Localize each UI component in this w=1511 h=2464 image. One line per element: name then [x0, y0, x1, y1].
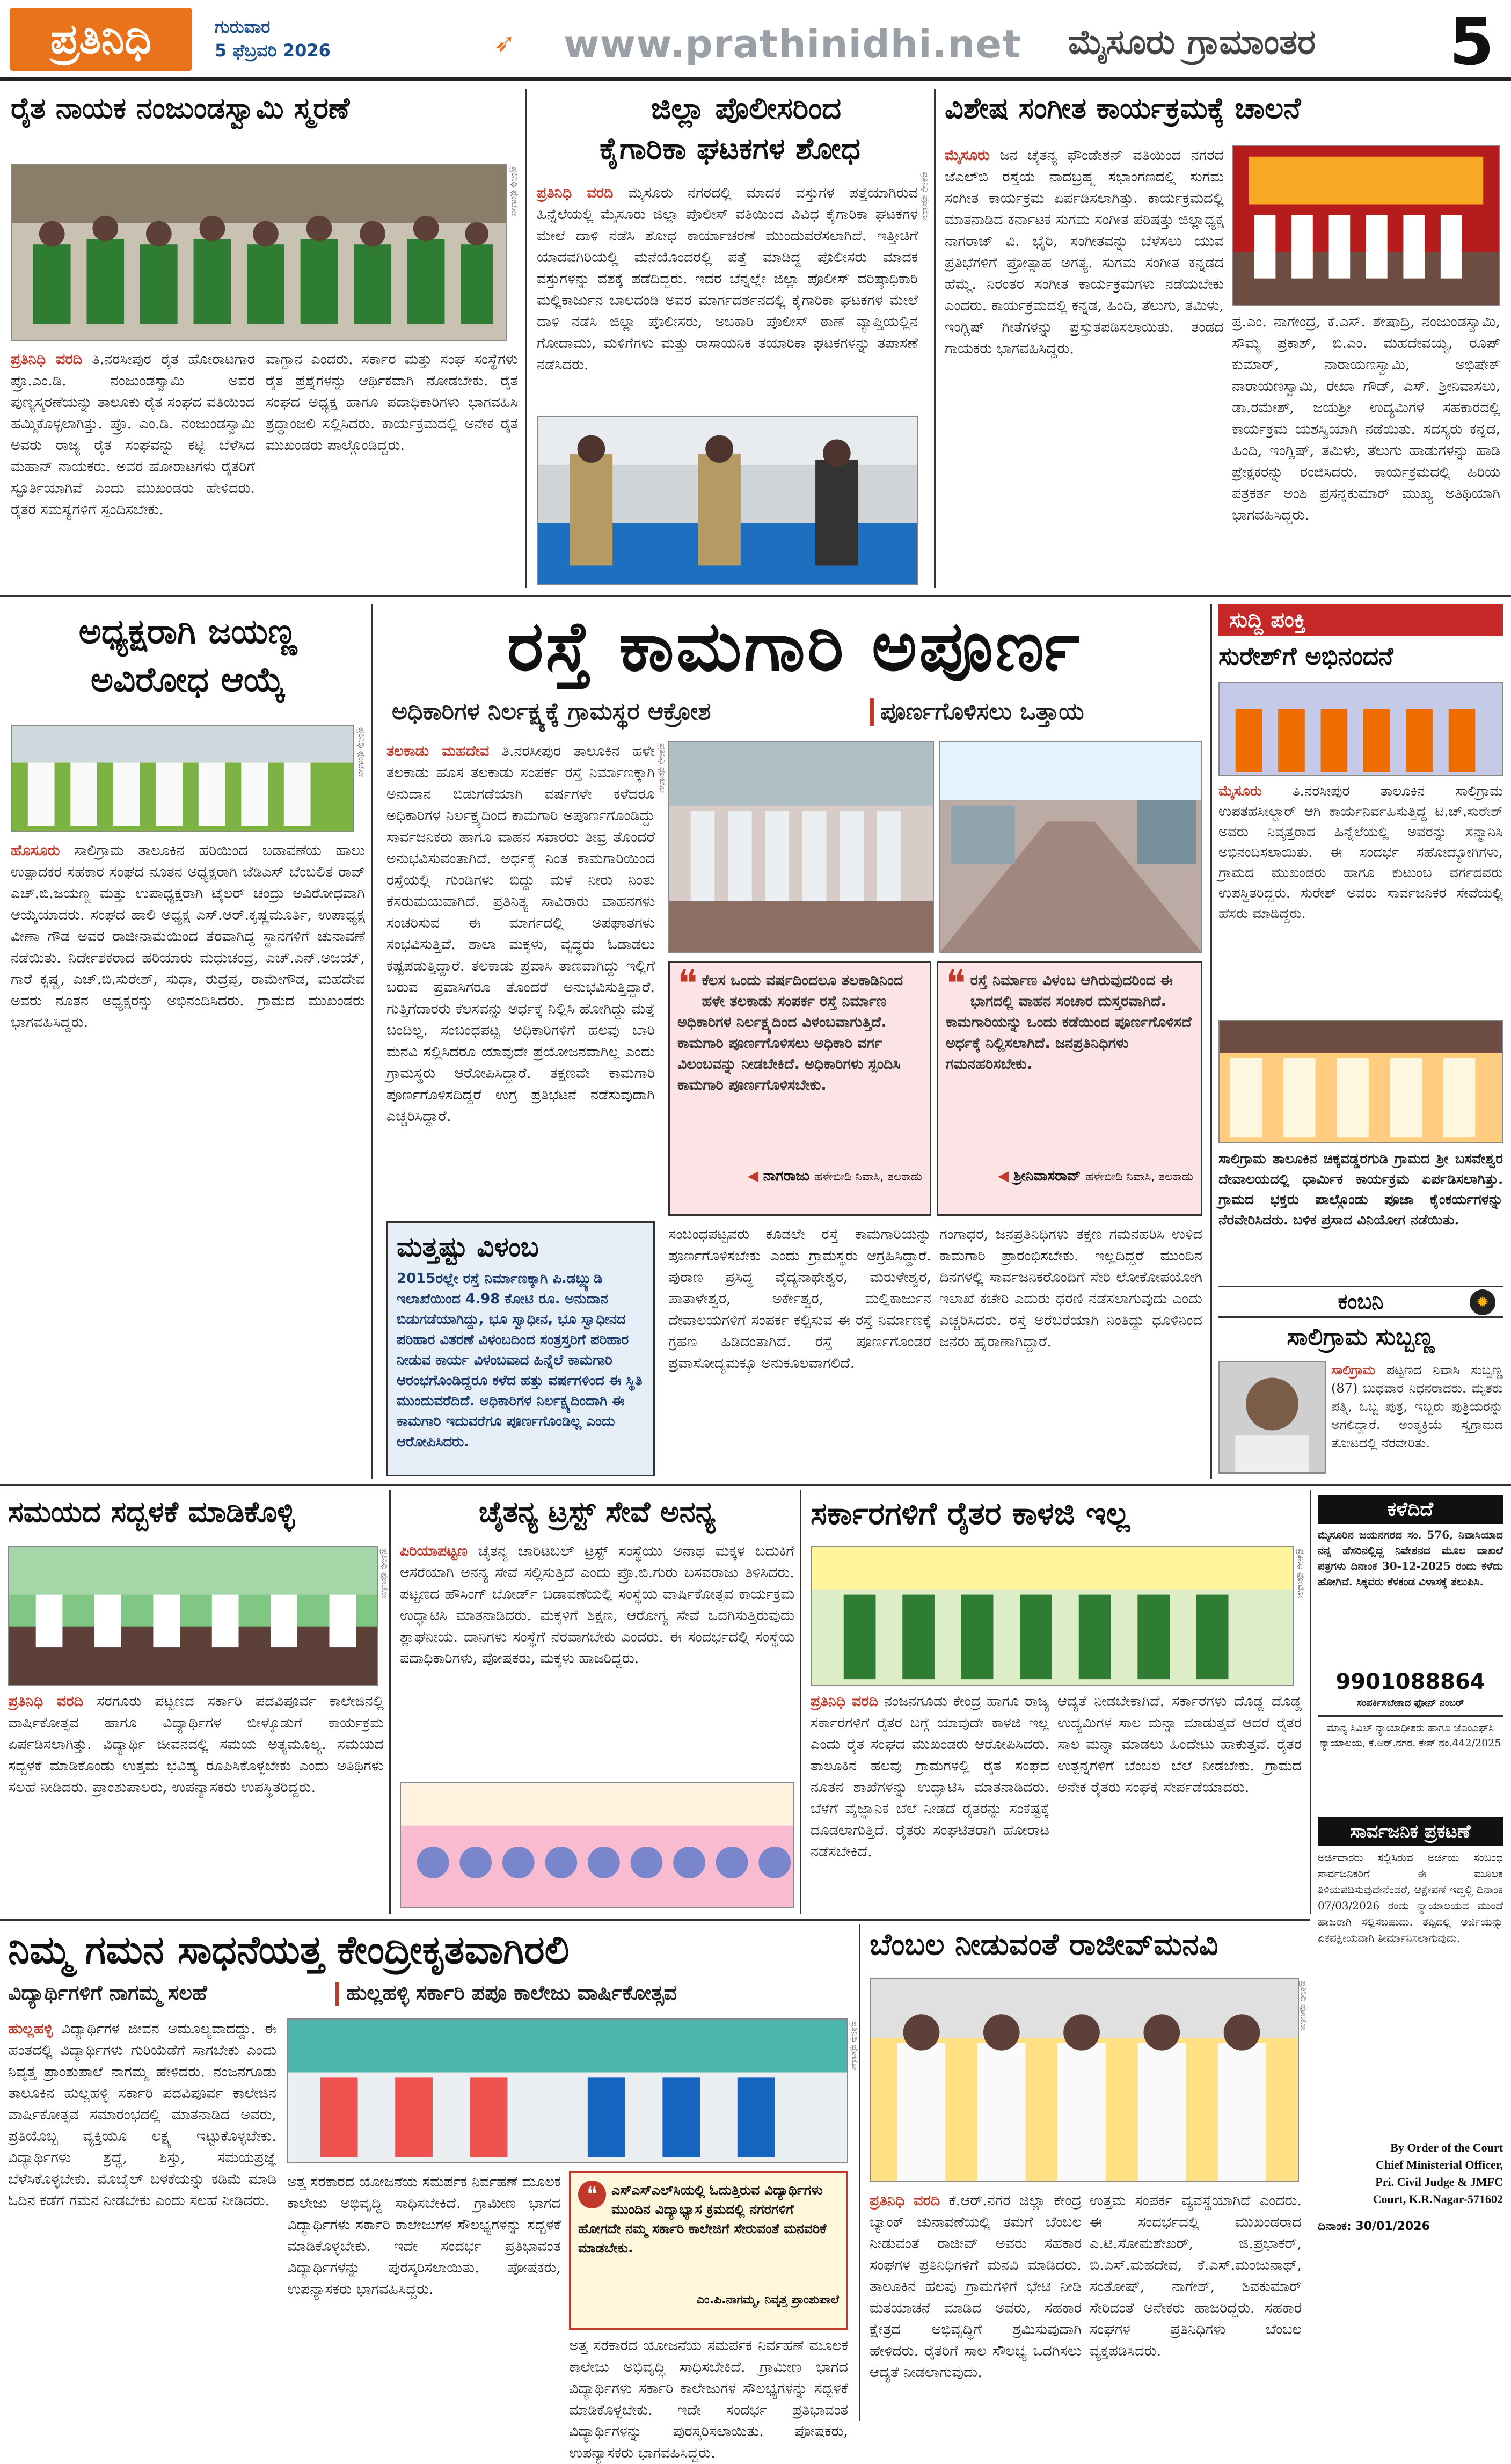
lead-subhead-left: ಅಧಿಕಾರಿಗಳ ನಿರ್ಲಕ್ಷ್ಯಕ್ಕೆ ಗ್ರಾಮಸ್ಥರ ಆಕ್ರೋಶ: [392, 698, 711, 725]
body-text: ತಾಲೂಕಿನ ಹಳೇ ತಲಕಾಡು ಹೊಸ ತಲಕಾಡು ಸಂಪರ್ಕ ರಸ್ತೆ ನಿರ್ಮಾಣಕ್ಕಾಗಿ ಅನುದಾನ ಬಿಡುಗಡೆಯಾಗಿ ವರ್ಷಗಳೇ ಕಳೆದರೂ ಅಧಿಕಾರಿಗಳ ನಿರ್ಲಕ್ಷ್ಯದಿಂದ ಕಾಮಗಾರಿ ಅಪೂರ್ಣಗೊಂಡಿದ್ದು ಸಾರ್ವಜನಿಕರು ಹಾಗೂ ವಾಹನ ಸವಾರರು ತೀವ್ರ ತೊಂದರೆ ಅನುಭವಿಸುವಂತಾಗಿದೆ. ಅರ್ಧಕ್ಕೆ ನಿಂತ ಕಾಮಗಾರಿಯಿಂದ ರಸ್ತೆಯಲ್ಲಿ ಗುಂಡಿಗಳು ಬಿದ್ದು ಮಳೆ ನೀರು ನಿಂತು ಕೆಸರುಮಯವಾಗಿದೆ. ಪ್ರತಿನಿತ್ಯ ಸಾವಿರಾರು ವಾಹನಗಳು ಸಂಚರಿಸುವ ಈ ಮಾರ್ಗದಲ್ಲಿ ಅಪಘಾತಗಳು ಸಂಭವಿಸುತ್ತಿವೆ. ಶಾಲಾ ಮಕ್ಕಳು, ವೃದ್ಧರು ಓಡಾಡಲು ಕಷ್ಟಪಡುತ್ತಿದ್ದಾರೆ. ತಲಕಾಡು ಪ್ರವಾಸಿ ತಾಣವಾಗಿದ್ದು ಇಲ್ಲಿಗೆ ಬರುವ ಪ್ರವಾಸಿಗರೂ ತೊಂದರೆ ಅನುಭವಿಸುತ್ತಿದ್ದಾರೆ. ಗುತ್ತಿಗೆದಾರರು ಕೆಲಸವನ್ನು ಅರ್ಧಕ್ಕೆ ನಿಲ್ಲಿಸಿ ಹೋಗಿದ್ದು ಮತ್ತೆ ಬಂದಿಲ್ಲ. ಸಂಬಂಧಪಟ್ಟ ಅಧಿಕಾರಿಗಳಿಗೆ ಹಲವು ಬಾರಿ ಮನವಿ ಸಲ್ಲಿಸಿದರೂ ಯಾವುದೇ ಪ್ರಯೋಜನವಾಗಿಲ್ಲ ಎಂದು ಗ್ರಾಮಸ್ಥರು ಆರೋಪಿಸಿದ್ದಾರೆ. ತಕ್ಷಣವೇ ಕಾಮಗಾರಿ ಪೂರ್ಣಗೊಳಿಸದಿದ್ದರೆ ಉಗ್ರ ಪ್ರತಿಭಟನೆ ನಡೆಸುವುದಾಗಿ ಎಚ್ಚರಿಸಿದ್ದಾರೆ.: [386, 743, 655, 1125]
row-divider: [0, 1484, 1511, 1486]
dateline-place: ಮೈಸೂರು: [945, 147, 990, 164]
lead-body-col3: ಸಂಬಂಧಪಟ್ಟವರು ಕೂಡಲೇ ರಸ್ತೆ ಕಾಮಗಾರಿಯನ್ನು ಪೂರ್ಣಗೊಳಿಸಬೇಕು ಎಂದು ಗ್ರಾಮಸ್ಥರು ಆಗ್ರಹಿಸಿದ್ದಾರೆ. ಪುರಾಣ ಪ್ರಸಿದ್ಧ ವೈದ್ಯನಾಥೇಶ್ವರ, ಮರುಳೇಶ್ವರ, ಪಾತಾಳೇಶ್ವರ, ಅರ್ಕೇಶ್ವರ, ಮಲ್ಲಿಕಾರ್ಜುನ ದೇವಾಲಯಗಳಿಗೆ ಸಂಪರ್ಕ ಕಲ್ಪಿಸುವ ಈ ರಸ್ತೆ ನಿರ್ಮಾಣಕ್ಕೆ ಗ್ರಹಣ ಹಿಡಿದಂತಾಗಿದೆ. ರಸ್ತೆ ಪೂರ್ಣಗೊಂಡರೆ ಪ್ರವಾಸೋದ್ಯಮಕ್ಕೂ ಅನುಕೂಲವಾಗಲಿದೆ.: [668, 1226, 931, 1372]
column-divider: [859, 1924, 860, 2421]
story-body-col2: ಆದ್ಯತೆ ನೀಡಬೇಕಾಗಿದೆ. ಸರ್ಕಾರಗಳು ದೊಡ್ಡ ದೊಡ್ಡ ಉದ್ಯಮಿಗಳ ಸಾಲ ಮನ್ನಾ ಮಾಡುತ್ತವೆ ಆದರೆ ರೈತರ ಸಾಲ ಮನ್ನಾ ಮಾಡಲು ಹಿಂದೇಟು ಹಾಕುತ್ತವೆ. ರೈತರ ಉತ್ಪನ್ನಗಳಿಗೆ ಬೆಂಬಲ ಬೆಲೆ ನೀಡಬೇಕು. ಗ್ರಾಮದ ಅನೇಕ ರೈತರು ಸಂಘಕ್ಕೆ ಸೇರ್ಪಡೆಯಾದರು.: [1057, 1693, 1302, 1796]
quote-name: [677, 1168, 922, 1185]
dateline: ಪ್ರತಿನಿಧಿ ವರದಿ: [8, 1693, 84, 1710]
photo-college-anniversary: [287, 2018, 848, 2163]
row-divider: [0, 1919, 1310, 1921]
masthead: [0, 0, 1511, 81]
legal-body: ಅರ್ಜಿದಾರರು ಸಲ್ಲಿಸಿರುವ ಅರ್ಜಿಯ ಸಂಬಂಧ ಸಾರ್ವಜನಿಕರಿಗೆ ಈ ಮೂಲಕ ತಿಳಿಯಪಡಿಸುವುದೇನೆಂದರೆ, ಆಕ್ಷೇಪಣೆ ಇದ್ದಲ್ಲಿ ದಿನಾಂಕ 07/03/2026 ರಂದು ನ್ಯಾಯಾಲಯದ ಮುಂದೆ ಹಾಜರಾಗಿ ಸಲ್ಲಿಸಬಹುದು. ತಪ್ಪಿದಲ್ಲಿ ಅರ್ಜಿಯನ್ನು ಏಕಪಕ್ಷೀಯವಾಗಿ ತೀರ್ಮಾನಿಸಲಾಗುವುದು.: [1318, 1851, 1503, 1944]
body-text: ವಿದ್ಯಾರ್ಥಿಗಳ ಜೀವನ ಅಮೂಲ್ಯವಾದದ್ದು. ಈ ಹಂತದಲ್ಲಿ ವಿದ್ಯಾರ್ಥಿಗಳು ಗುರಿಯೆಡೆಗೆ ಸಾಗಬೇಕು ಎಂದು ನಿವೃತ್ತ ಪ್ರಾಂಶುಪಾಲೆ ನಾಗಮ್ಮ ಹೇಳಿದರು. ನಂಜನಗೂಡು ತಾಲೂಕಿನ ಹುಲ್ಲಹಳ್ಳಿ ಸರ್ಕಾರಿ ಪದವಿಪೂರ್ವ ಕಾಲೇಜಿನ ವಾರ್ಷಿಕೋತ್ಸವ ಸಮಾರಂಭದಲ್ಲಿ ಮಾತನಾಡಿದ ಅವರು, ಪ್ರತಿಯೊಬ್ಬ ವ್ಯಕ್ತಿಯೂ ಲಕ್ಷ್ಯ ಇಟ್ಟುಕೊಳ್ಳಬೇಕು. ವಿದ್ಯಾರ್ಥಿಗಳು ಶ್ರದ್ಧೆ, ಶಿಸ್ತು, ಸಮಯಪ್ರಜ್ಞೆ ಬೆಳೆಸಿಕೊಳ್ಳಬೇಕು. ಮೊಬೈಲ್ ಬಳಕೆಯನ್ನು ಕಡಿಮೆ ಮಾಡಿ ಓದಿನ ಕಡೆಗೆ ಗಮನ ನೀಡಬೇಕು ಎಂದು ಸಲಹೆ ನೀಡಿದರು.: [8, 2021, 276, 2209]
dateline-place: ಮೈಸೂರು: [1218, 783, 1262, 799]
dateline-place: ಸಾಲಿಗ್ರಾಮ: [1331, 1362, 1375, 1377]
quote-text: ಕೆಲಸ ಒಂದು ವರ್ಷದಿಂದಲೂ ತಲಕಾಡಿನಿಂದ ಹಳೇ ತಲಕಾಡು ಸಂಪರ್ಕ ರಸ್ತೆ ನಿರ್ಮಾಣ ಅಧಿಕಾರಿಗಳ ನಿರ್ಲಕ್ಷ್ಯದಿಂದ ವಿಳಂಬವಾಗುತ್ತಿದೆ. ಕಾಮಗಾರಿ ಪೂರ್ಣಗೊಳಿಸಲು ಅಧಿಕಾರಿ ವರ್ಗ ವಿಲಂಬವನ್ನು ನೀಡಬೇಕಿದೆ. ಅಧಿಕಾರಿಗಳು ಸ್ಪಂದಿಸಿ ಕಾಮಗಾರಿ ಪೂರ್ಣಗೊಳಿಸಬೇಕು.: [677, 972, 903, 1094]
lead-body: [386, 741, 655, 1213]
dateline-place: ಮೈಸೂರು: [627, 185, 673, 201]
headline[interactable]: ರೈತ ನಾಯಕ ನಂಜುಂಡಸ್ವಾಮಿ ಸ್ಮರಣೆ: [11, 91, 350, 125]
story-body: [11, 349, 255, 585]
lost-phone[interactable]: 9901088864: [1335, 1670, 1485, 1694]
body-text: ಪಟ್ಟಣದ ಸರ್ಕಾರಿ ಪದವಿಪೂರ್ವ ಕಾಲೇಜಿನಲ್ಲಿ ವಾರ್ಷಿಕೋತ್ಸವ ಹಾಗೂ ವಿದ್ಯಾರ್ಥಿಗಳ ಬೀಳ್ಕೊಡುಗೆ ಕಾರ್ಯಕ್ರಮ ಏರ್ಪಡಿಸಲಾಗಿತ್ತು. ವಿದ್ಯಾರ್ಥಿ ಜೀವನದಲ್ಲಿ ಸಮಯ ಅತ್ಯಮೂಲ್ಯ. ಸಮಯದ ಸದ್ಬಳಕೆ ಮಾಡಿಕೊಂಡು ಉತ್ತಮ ಭವಿಷ್ಯ ರೂಪಿಸಿಕೊಳ್ಳಬೇಕು ಎಂದು ಅತಿಥಿಗಳು ಸಲಹೆ ನೀಡಿದರು. ಪ್ರಾಂಶುಪಾಲರು, ಉಪನ್ಯಾಸಕರು ಉಪಸ್ಥಿತರಿದ್ದರು.: [8, 1693, 384, 1796]
photo-credit: ಪ್ರತಿನಿಧಿ ಫೋಟೋ: [357, 727, 367, 777]
story-body-col2: ಪ್ರ.ಎಂ. ನಾಗೇಂದ್ರ, ಕೆ.ಎಸ್. ಶೇಷಾದ್ರಿ, ನಂಜುಂಡಸ್ವಾಮಿ, ಸೌಮ್ಯ ಪ್ರಕಾಶ್, ಬಿ.ಎಂ. ಮಹದೇವಯ್ಯ, ರೂಪ್ ಕುಮಾರ್, ನಾರಾಯಣಸ್ವಾಮಿ, ಅಭಿಷೇಕ್ ನಾರಾಯಣಸ್ವಾಮಿ, ರೇಖಾ ಗೌಡ್, ಎಸ್. ಶ್ರೀನಿವಾಸಲು, ಡಾ.ರಮೇಶ್, ಜಯಶ್ರೀ ಉದ್ಯಮಿಗಳ ಸಹಕಾರದಲ್ಲಿ ಕಾರ್ಯಕ್ರಮ ಯಶಸ್ವಿಯಾಗಿ ನಡೆಯಿತು. ಸದಸ್ಯರು ಕನ್ನಡ, ಹಿಂದಿ, ಇಂಗ್ಲಿಷ್, ತಮಿಳು, ತೆಲುಗು ಹಾಡುಗಳನ್ನು ಹಾಡಿ ಪ್ರೇಕ್ಷಕರನ್ನು ರಂಜಿಸಿದರು. ಕಾರ್ಯಕ್ರಮದಲ್ಲಿ ಹಿರಿಯ ಪತ್ರಕರ್ತ ಅಂಶಿ ಪ್ರಸನ್ನಕುಮಾರ್ ಮುಖ್ಯ ಅತಿಥಿಯಾಗಿ ಭಾಗವಹಿಸಿದ್ದರು.: [1232, 314, 1500, 523]
column-divider: [1310, 1490, 1311, 1914]
photo-broken-road: [939, 741, 1202, 953]
lost-body: ಮೈಸೂರಿನ ಜಯನಗರದ ಸಂ. 576, ನಿವಾಸಿಯಾದ ನನ್ನ ಹೆಸರಿನಲ್ಲಿದ್ದ ನಿವೇಶನದ ಮೂಲ ದಾಖಲೆ ಪತ್ರಗಳು ದಿನಾಂಕ 30-12-2025 ರಂದು ಕಳೆದು ಹೋಗಿವೆ. ಸಿಕ್ಕವರು ಕೆಳಕಂಡ ವಿಳಾಸಕ್ಕೆ ತಲುಪಿಸಿ.: [1318, 1528, 1503, 1588]
story-body-col2: ಅತ್ತ ಸರಕಾರದ ಯೋಜನೆಯ ಸಮರ್ಪಕ ನಿರ್ವಹಣೆ ಮೂಲಕ ಕಾಲೇಜು ಅಭಿವೃದ್ಧಿ ಸಾಧಿಸಬೇಕಿದೆ. ಗ್ರಾಮೀಣ ಭಾಗದ ವಿದ್ಯಾರ್ಥಿಗಳು ಸರ್ಕಾರಿ ಕಾಲೇಜುಗಳ ಸೌಲಭ್ಯಗಳನ್ನು ಸದ್ಬಳಕೆ ಮಾಡಿಕೊಳ್ಳಬೇಕು. ಇದೇ ಸಂದರ್ಭ ಪ್ರತಿಭಾವಂತ ವಿದ್ಯಾರ್ಥಿಗಳನ್ನು ಪುರಸ್ಕರಿಸಲಾಯಿತು. ಪೋಷಕರು, ಉಪನ್ಯಾಸಕರು ಭಾಗವಹಿಸಿದ್ದರು.: [287, 2174, 561, 2298]
body-text: ಜಿಲ್ಲಾ ಕೇಂದ್ರ ಬ್ಯಾಂಕ್ ಚುನಾವಣೆಯಲ್ಲಿ ತಮಗೆ ಬೆಂಬಲ ನೀಡುವಂತೆ ರಾಜೀವ್ ಅವರು ಸಹಕಾರ ಸಂಘಗಳ ಪ್ರತಿನಿಧಿಗಳಿಗೆ ಮನವಿ ಮಾಡಿದರು. ತಾಲೂಕಿನ ಹಲವು ಗ್ರಾಮಗಳಿಗೆ ಭೇಟಿ ನೀಡಿ ಮತಯಾಚನೆ ಮಾಡಿದ ಅವರು, ಸಹಕಾರ ಕ್ಷೇತ್ರದ ಅಭಿವೃದ್ಧಿಗೆ ಶ್ರಮಿಸುವುದಾಗಿ ಹೇಳಿದರು. ರೈತರಿಗೆ ಸಾಲ ಸೌಲಭ್ಯ ಒದಗಿಸಲು ಆದ್ಯತೆ ನೀಡಲಾಗುವುದು.: [870, 2192, 1082, 2381]
column-divider: [1210, 604, 1212, 1479]
obit-portrait: [1218, 1361, 1326, 1474]
photo-music-stage: [1232, 145, 1500, 306]
photo-credit: ಪ್ರತಿನಿಧಿ ಫೋಟೋ: [658, 743, 668, 793]
headline-line2[interactable]: ಅವಿರೋಧ ಆಯ್ಕೆ: [90, 660, 286, 700]
subhead-left: ವಿದ್ಯಾರ್ಥಿಗಳಿಗೆ ನಾಗಮ್ಮ ಸಲಹೆ: [8, 1981, 207, 2004]
dateline-place: ಕೆ.ಆರ್.ನಗರ: [948, 2192, 1011, 2209]
brief-header: ಸುದ್ದಿ ಪಂಕ್ತಿ: [1218, 604, 1503, 636]
obit-header-bar: [1218, 1286, 1503, 1318]
photo-credit: ಪ್ರತಿನಿಧಿ ಫೋಟೋ: [1299, 1981, 1309, 2031]
headline[interactable]: ಬೆಂಬಲ ನೀಡುವಂತೆ ರಾಜೀವ್‌ಮನವಿ: [870, 1927, 1218, 1962]
dateline-place: ಪಿರಿಯಾಪಟ್ಟಣ: [400, 1543, 468, 1559]
column-divider: [371, 604, 373, 1479]
body-text: ರೈತ ಹೋರಾಟಗಾರ ಪ್ರೊ.ಎಂ.ಡಿ. ನಂಜುಂಡಸ್ವಾಮಿ ಅವರ ಪುಣ್ಯಸ್ಮರಣೆಯನ್ನು ತಾಲೂಕು ರೈತ ಸಂಘದ ವತಿಯಿಂದ ಹಮ್ಮಿಕೊಳ್ಳಲಾಗಿತ್ತು. ಪ್ರೊ. ಎಂ.ಡಿ. ನಂಜುಂಡಸ್ವಾಮಿ ಅವರು ರಾಜ್ಯ ರೈತ ಸಂಘವನ್ನು ಕಟ್ಟಿ ಬೆಳೆಸಿದ ಮಹಾನ್ ನಾಯಕರು. ಅವರ ಹೋರಾಟಗಳು ರೈತರಿಗೆ ಸ್ಫೂರ್ತಿಯಾಗಿವೆ ಎಂದು ಮುಖಂಡರು ಹೇಳಿದರು. ರೈತರ ಸಮಸ್ಯೆಗಳಿಗೆ ಸ್ಪಂದಿಸಬೇಕು.: [11, 351, 255, 518]
photo-college-event: [8, 1546, 378, 1686]
story-body: [811, 1691, 1049, 1908]
dateline-place: ನಂಜನಗೂಡು: [884, 1693, 947, 1710]
quote-person: ನಾಗರಾಜು: [763, 1168, 810, 1184]
quote-box: [937, 961, 1202, 1216]
quote-box: [668, 961, 931, 1216]
story-body-col2: ಉತ್ತಮ ಸಂಪರ್ಕ ವ್ಯವಸ್ಥೆಯಾಗಿದೆ ಎಂದರು. ಈ ಸಂದರ್ಭದಲ್ಲಿ ಮುಖಂಡರಾದ ಎ.ಟಿ.ಸೋಮಶೇಖರ್, ಜಿ.ಪ್ರಭಾಕರ್, ಬಿ.ಎಸ್.ಮಹದೇವ, ಕೆ.ಎಸ್.ಮಂಜುನಾಥ್, ಸಂತೋಷ್, ನಾಗೇಶ್, ಶಿವಕುಮಾರ್ ಸೇರಿದಂತೆ ಅನೇಕರು ಹಾಜರಿದ್ದರು. ಸಹಕಾರ ಸಂಘಗಳ ಪ್ರತಿನಿಧಿಗಳು ಬೆಂಬಲ ವ್ಯಕ್ತಪಡಿಸಿದರು.: [1090, 2192, 1302, 2359]
body-text: ಚೈತನ್ಯ ಚಾರಿಟಬಲ್ ಟ್ರಸ್ಟ್ ಸಂಸ್ಥೆಯು ಅನಾಥ ಮಕ್ಕಳ ಬದುಕಿಗೆ ಆಸರೆಯಾಗಿ ಅನನ್ಯ ಸೇವೆ ಸಲ್ಲಿಸುತ್ತಿದೆ ಎಂದು ಪ್ರೊ.ಬಿ.ಗುರು ಬಸವರಾಜು ತಿಳಿಸಿದರು. ಪಟ್ಟಣದ ಹೌಸಿಂಗ್ ಬೋರ್ಡ್ ಬಡಾವಣೆಯಲ್ಲಿ ಸಂಸ್ಥೆಯ ವಾರ್ಷಿಕೋತ್ಸವ ಕಾರ್ಯಕ್ರಮ ಉದ್ಘಾಟಿಸಿ ಮಾತನಾಡಿದರು. ಮಕ್ಕಳಿಗೆ ಶಿಕ್ಷಣ, ಆರೋಗ್ಯ ಸೇವೆ ಒದಗಿಸುತ್ತಿರುವುದು ಶ್ಲಾಘನೀಯ. ದಾನಿಗಳು ಸಂಸ್ಥೆಗೆ ನೆರವಾಗಬೇಕು ಎಂದರು. ಈ ಸಂದರ್ಭದಲ್ಲಿ ಸಂಸ್ಥೆಯ ಪದಾಧಿಕಾರಿಗಳು, ಪೋಷಕರು, ಮಕ್ಕಳು ಹಾಜರಿದ್ದರು.: [400, 1543, 794, 1667]
photo-farmers-group: [11, 164, 507, 341]
story-body: [11, 840, 365, 1211]
brief-body: [1218, 781, 1503, 1017]
dateline-place: ಸರಗೂರು: [97, 1693, 142, 1710]
lead-headline[interactable]: ರಸ್ತೆ ಕಾಮಗಾರಿ ಅಪೂರ್ಣ: [507, 607, 1082, 687]
story-body: [8, 1691, 384, 1908]
issue-date: [215, 15, 331, 62]
column-divider: [800, 1490, 801, 1914]
page-number: 5: [1449, 5, 1494, 80]
fact-box-title[interactable]: ಮತ್ತಷ್ಟು ವಿಳಂಬ: [397, 1231, 539, 1263]
quote-name: [946, 1168, 1193, 1185]
newspaper-logo[interactable]: ಪ್ರತಿನಿಧಿ: [10, 8, 192, 71]
cursor-arrow-icon: ➶: [494, 28, 516, 58]
callout-name: ಎಂ.ಪಿ.ನಾಗಮ್ಮ, ನಿವೃತ್ತ ಪ್ರಾಂಶುಪಾಲೆ: [696, 2293, 839, 2307]
headline[interactable]: ವಿಶೇಷ ಸಂಗೀತ ಕಾರ್ಯಕ್ರಮಕ್ಕೆ ಚಾಲನೆ: [945, 91, 1301, 125]
column-divider: [525, 89, 527, 588]
quote-person-from: ಹಳೇಬೀಡಿ ನಿವಾಸಿ, ತಲಕಾಡು: [1085, 1170, 1193, 1184]
dateline-place: ಹುಲ್ಲಹಳ್ಳಿ: [8, 2021, 53, 2037]
dateline-place: ತಿ.ನರಸೀಪುರ: [501, 743, 561, 760]
lead-body-col4: ಗಂಗಾಧರ, ಜನಪ್ರತಿನಿಧಿಗಳು ತಕ್ಷಣ ಗಮನಹರಿಸಿ ಉಳಿದ ಕಾಮಗಾರಿ ಪ್ರಾರಂಭಿಸಬೇಕು. ಇಲ್ಲದಿದ್ದರೆ ಮುಂದಿನ ದಿನಗಳಲ್ಲಿ ಸಾರ್ವಜನಿಕರೊಂದಿಗೆ ಸೇರಿ ಲೋಕೋಪಯೋಗಿ ಇಲಾಖೆ ಕಚೇರಿ ಎದುರು ಧರಣಿ ನಡೆಸಲಾಗುವುದು ಎಂದು ಎಚ್ಚರಿಸಿದರು. ರಸ್ತೆ ಅರೆಬರೆಯಾಗಿ ನಿಂತಿದ್ದು ಧೂಳಿನಿಂದ ಜನರು ಹೈರಾಣಾಗಿದ್ದಾರೆ.: [939, 1226, 1202, 1350]
story-body-col2: ವಾಗ್ದಾನ ಎಂದರು. ಸರ್ಕಾರ ಮತ್ತು ಸಂಘ ಸಂಸ್ಥೆಗಳು ರೈತ ಪ್ರಶ್ನೆಗಳನ್ನು ಆರ್ಥಿಕವಾಗಿ ನೋಡಬೇಕು. ರೈತ ಸಂಘದ ಅಧ್ಯಕ್ಷ ಹಾಗೂ ಪದಾಧಿಕಾರಿಗಳು ಭಾಗವಹಿಸಿ ಶ್ರದ್ಧಾಂಜಲಿ ಸಲ್ಲಿಸಿದರು. ಕಾರ್ಯಕ್ರಮದಲ್ಲಿ ಅನೇಕ ರೈತ ಮುಖಂಡರು ಪಾಲ್ಗೊಂಡಿದ್ದರು.: [266, 351, 518, 454]
photo-credit: ಪ್ರತಿನಿಧಿ ಫೋಟೋ: [850, 2021, 860, 2071]
triangle-icon: ◀: [998, 1168, 1009, 1184]
photo-villagers-road: [668, 741, 934, 953]
dateline: ತಲಕಾಡು ಮಹದೇವ: [386, 743, 490, 760]
fact-box-text: 2015ರಲ್ಲೇ ರಸ್ತೆ ನಿರ್ಮಾಣಕ್ಕಾಗಿ ಪಿ.ಡಬ್ಲ್ಯುಡಿ ಇಲಾಖೆಯಿಂದ 4.98 ಕೋಟಿ ರೂ. ಅನುದಾನ ಬಿಡುಗಡೆಯಾಗಿದ್ದು, ಭೂ ಸ್ವಾಧೀನ, ಭೂ ಸ್ವಾಧೀನದ ಪರಿಹಾರ ವಿತರಣೆ ವಿಳಂಬದಿಂದ ಸಂತ್ರಸ್ತರಿಗೆ ಪರಿಹಾರ ನೀಡುವ ಕಾರ್ಯ ವಿಳಂಬವಾದ ಹಿನ್ನೆಲೆ ಕಾಮಗಾರಿ ಆರಂಭಗೊಂಡಿದ್ದರೂ ಕಳೆದ ಹತ್ತು ವರ್ಷಗಳಿಂದ ಈ ಸ್ಥಿತಿ ಮುಂದುವರೆದಿದೆ. ಅಧಿಕಾರಿಗಳ ನಿರ್ಲಕ್ಷ್ಯದಿಂದಾಗಿ ಈ ಕಾಮಗಾರಿ ಇದುವರೆಗೂ ಪೂರ್ಣಗೊಂಡಿಲ್ಲ ಎಂದು ಆರೋಪಿಸಿದರು.: [397, 1271, 643, 1450]
brief-body-2: ಸಾಲಿಗ್ರಾಮ ತಾಲೂಕಿನ ಚಿಕ್ಕವಡ್ಡರಗುಡಿ ಗ್ರಾಮದ ಶ್ರೀ ಬಸವೇಶ್ವರ ದೇವಾಲಯದಲ್ಲಿ ಧಾರ್ಮಿಕ ಕಾರ್ಯಕ್ರಮ ಏರ್ಪಡಿಸಲಾಗಿತ್ತು. ಗ್ರಾಮದ ಭಕ್ತರು ಪಾಲ್ಗೊಂಡು ಪೂಜಾ ಕೈಂಕರ್ಯಗಳನ್ನು ನೆರವೇರಿಸಿದರು. ಬಳಿಕ ಪ್ರಸಾದ ವಿನಿಯೋಗ ನಡೆಯಿತು.: [1218, 1151, 1503, 1228]
story-body: [870, 2190, 1082, 2421]
lamp-icon: ✹: [1470, 1289, 1495, 1315]
headline[interactable]: ಸಮಯದ ಸದ್ಬಳಕೆ ಮಾಡಿಕೊಳ್ಳಿ: [8, 1495, 295, 1529]
dateline-place: ಹೊಸೂರು: [11, 842, 60, 859]
photo-cooperative-society: [11, 725, 354, 832]
website-url[interactable]: www.prathinidhi.net: [564, 21, 1021, 67]
photo-farmers-meeting: [811, 1546, 1294, 1686]
headline-line1[interactable]: ಜಿಲ್ಲಾ ಪೊಲೀಸರಿಂದ: [651, 91, 842, 126]
body-text: ಪಟ್ಟಣದ ನಿವಾಸಿ ಸುಬ್ಬಣ್ಣ (87) ಬುಧವಾರ ನಿಧನರಾದರು. ಮೃತರು ಪತ್ನಿ, ಒಬ್ಬ ಪುತ್ರ, ಇಬ್ಬರು ಪುತ್ರಿಯರನ್ನು ಅಗಲಿದ್ದಾರೆ. ಅಂತ್ಯಕ್ರಿಯೆ ಸ್ವಗ್ರಾಮದ ತೋಟದಲ್ಲಿ ನೆರವೇರಿತು.: [1331, 1362, 1503, 1450]
body-text: ನಗರದಲ್ಲಿ ಮಾದಕ ವಸ್ತುಗಳ ಪತ್ತೆಯಾಗಿರುವ ಹಿನ್ನೆಲೆಯಲ್ಲಿ ಮೈಸೂರು ಜಿಲ್ಲಾ ಪೊಲೀಸ್ ವತಿಯಿಂದ ವಿವಿಧ ಕೈಗಾರಿಕಾ ಘಟಕಗಳ ಮೇಲೆ ದಾಳಿ ನಡೆಸಿ ಶೋಧ ಕಾರ್ಯಾಚರಣೆ ಮುಂದುವರೆಸಲಾಗಿದೆ. ಇತ್ತೀಚಿಗೆ ಯಾದವಗಿರಿಯಲ್ಲಿ ಮನೆಯೊಂದರಲ್ಲಿ ಪತ್ತೆ ಮಾಡಿದ್ದ ಪೊಲೀಸರು ಮಾದಕ ವಸ್ತುಗಳನ್ನು ವಶಕ್ಕೆ ಪಡೆದಿದ್ದರು. ಇದರ ಬೆನ್ನಲ್ಲೇ ಜಿಲ್ಲಾ ಪೊಲೀಸ್ ವರಿಷ್ಠಾಧಿಕಾರಿ ಮಲ್ಲಿಕಾರ್ಜುನ ಬಾಲದಂಡಿ ಅವರ ಮಾರ್ಗದರ್ಶನದಲ್ಲಿ ಕೈಗಾರಿಕಾ ಘಟಕಗಳ ಮೇಲೆ ದಾಳಿ ನಡೆಸಿ ಜಿಲ್ಲಾ ಪೊಲೀಸರು, ಅಬಕಾರಿ ಪೊಲೀಸ್ ಠಾಣೆ ವ್ಯಾಪ್ತಿಯಲ್ಲಿನ ಗೋದಾಮು, ಮಳಿಗೆಗಳು ಮತ್ತು ರಾಸಾಯನಿಕ ತಯಾರಿಕಾ ಘಟಕಗಳನ್ನು ತಪಾಸಣೆ ನಡೆಸಿದರು.: [537, 185, 918, 373]
dateline-place: ತಿ.ನರಸೀಪುರ: [92, 351, 151, 368]
triangle-icon: ◀: [747, 1168, 758, 1184]
quote-person: ಶ್ರೀನಿವಾಸರಾವ್: [1013, 1168, 1081, 1184]
fact-box: [386, 1221, 655, 1476]
lost-footer: ಸಂಪರ್ಕಿಸಬೇಕಾದ ಫೋನ್ ನಂಬರ್: [1356, 1697, 1464, 1709]
quote-text: ರಸ್ತೆ ನಿರ್ಮಾಣ ವಿಳಂಬ ಆಗಿರುವುದರಿಂದ ಈ ಭಾಗದಲ್ಲಿ ವಾಹನ ಸಂಚಾರ ದುಸ್ತರವಾಗಿದೆ. ಕಾಮಗಾರಿಯನ್ನು ಒಂದು ಕಡೆಯಿಂದ ಪೂರ್ಣಗೊಳಿಸದೆ ಅರ್ಧಕ್ಕೆ ನಿಲ್ಲಿಸಲಾಗಿದೆ. ಜನಪ್ರತಿನಿಧಿಗಳು ಗಮನಹರಿಸಬೇಕು.: [946, 972, 1192, 1073]
dateline: ಪ್ರತಿನಿಧಿ ವರದಿ: [811, 1693, 879, 1710]
story-body: [945, 145, 1224, 585]
callout-box: [569, 2171, 848, 2330]
story-body-col3: ಅತ್ತ ಸರಕಾರದ ಯೋಜನೆಯ ಸಮರ್ಪಕ ನಿರ್ವಹಣೆ ಮೂಲಕ ಕಾಲೇಜು ಅಭಿವೃದ್ಧಿ ಸಾಧಿಸಬೇಕಿದೆ. ಗ್ರಾಮೀಣ ಭಾಗದ ವಿದ್ಯಾರ್ಥಿಗಳು ಸರ್ಕಾರಿ ಕಾಲೇಜುಗಳ ಸೌಲಭ್ಯಗಳನ್ನು ಸದ್ಬಳಕೆ ಮಾಡಿಕೊಳ್ಳಬೇಕು. ಇದೇ ಸಂದರ್ಭ ಪ್ರತಿಭಾವಂತ ವಿದ್ಯಾರ್ಥಿಗಳನ್ನು ಪುರಸ್ಕರಿಸಲಾಯಿತು. ಪೋಷಕರು, ಉಪನ್ಯಾಸಕರು ಭಾಗವಹಿಸಿದ್ದರು.: [569, 2337, 848, 2461]
headline-line1[interactable]: ಅಧ್ಯಕ್ಷರಾಗಿ ಜಯಣ್ಣ: [78, 612, 297, 652]
photo-candidate-campaign: [870, 1978, 1299, 2182]
obit-header: ಕಂಬನಿ: [1338, 1289, 1384, 1314]
headline[interactable]: ನಿಮ್ಮ ಗಮನ ಸಾಧನೆಯತ್ತ ಕೇಂದ್ರೀಕೃತವಾಗಿರಲಿ: [8, 1927, 570, 1972]
photo-temple-event: [1218, 1020, 1503, 1143]
legal-date: ದಿನಾಂಕ: 30/01/2026: [1318, 2220, 1430, 2233]
subhead-separator: [335, 1982, 339, 2006]
photo-felicitation: [1218, 682, 1503, 776]
legal-sign-line: Chief Ministerial Officer,: [1376, 2158, 1503, 2171]
legal-header: ಸಾರ್ವಜನಿಕ ಪ್ರಕಟಣೆ: [1318, 1817, 1503, 1846]
subhead-right: ಹುಲ್ಲಹಳ್ಳಿ ಸರ್ಕಾರಿ ಪಪೂ ಕಾಲೇಜು ವಾರ್ಷಿಕೋತ್ಸವ: [346, 1981, 677, 2004]
body-text: ಕೇಂದ್ರ ಹಾಗೂ ರಾಜ್ಯ ಸರ್ಕಾರಗಳಿಗೆ ರೈತರ ಬಗ್ಗೆ ಯಾವುದೇ ಕಾಳಜಿ ಇಲ್ಲ ಎಂದು ರೈತ ಸಂಘದ ಮುಖಂಡರು ಆರೋಪಿಸಿದರು. ತಾಲೂಕಿನ ಹಲವು ಗ್ರಾಮಗಳಲ್ಲಿ ರೈತ ಸಂಘದ ನೂತನ ಶಾಖೆಗಳನ್ನು ಉದ್ಘಾಟಿಸಿ ಮಾತನಾಡಿದರು. ಬೆಳೆಗೆ ವೈಜ್ಞಾನಿಕ ಬೆಲೆ ನೀಡದೆ ರೈತರನ್ನು ಸಂಕಷ್ಟಕ್ಕೆ ದೂಡಲಾಗುತ್ತಿದೆ. ರೈತರು ಸಂಘಟಿತರಾಗಿ ಹೋರಾಟ ನಡೆಸಬೇಕಿದೆ.: [811, 1693, 1049, 1860]
row-divider: [0, 595, 1511, 597]
photo-credit: ಪ್ರತಿನಿಧಿ ಫೋಟೋ: [510, 166, 520, 216]
legal-sign-line: By Order of the Court: [1390, 2141, 1503, 2154]
brief-headline[interactable]: ಸುರೇಶ್‌ಗೆ ಅಭಿನಂದನೆ: [1218, 641, 1393, 670]
headline[interactable]: ಚೈತನ್ಯ ಟ್ರಸ್ಟ್ ಸೇವೆ ಅನನ್ಯ: [478, 1495, 716, 1529]
legal-sign-line: Court, K.R.Nagar-571602: [1373, 2192, 1503, 2206]
headline-line2[interactable]: ಕೈಗಾರಿಕಾ ಘಟಕಗಳ ಶೋಧ: [600, 132, 860, 166]
dateline: ಪ್ರತಿನಿಧಿ ವರದಿ: [11, 351, 83, 368]
obit-name[interactable]: ಸಾಲಿಗ್ರಾಮ ಸುಬ್ಬಣ್ಣ: [1287, 1323, 1435, 1351]
obit-body: [1331, 1361, 1503, 1476]
body-text: ತಿ.ನರಸೀಪುರ ತಾಲೂಕಿನ ಸಾಲಿಗ್ರಾಮ ಉಪತಹಸೀಲ್ದಾರ್ ಆಗಿ ಕಾರ್ಯನಿರ್ವಹಿಸುತ್ತಿದ್ದ ಟಿ.ಚ್.ಸುರೇಶ್ ಅವರು ನಿವೃತ್ತರಾದ ಹಿನ್ನೆಲೆಯಲ್ಲಿ ಅವರನ್ನು ಸನ್ಮಾನಿಸಿ ಅಭಿನಂದಿಸಲಾಯಿತು. ಈ ಸಂದರ್ಭ ಸಹೋದ್ಯೋಗಿಗಳು, ಗ್ರಾಮದ ಮುಖಂಡರು ಹಾಗೂ ಕುಟುಂಬ ವರ್ಗದವರು ಉಪಸ್ಥಿತರಿದ್ದರು. ಸುರೇಶ್ ಅವರು ಸಾರ್ವಜನಿಕರ ಸೇವೆಯಲ್ಲಿ ಹೆಸರು ಮಾಡಿದ್ದರು.: [1218, 783, 1503, 922]
legal-sign-line: Pri. Civil Judge & JMFC: [1375, 2175, 1503, 2189]
dateline: ಪ್ರತಿನಿಧಿ ವರದಿ: [870, 2192, 940, 2209]
story-body: [400, 1541, 794, 1777]
legal-intro: ಮಾನ್ಯ ಸಿವಿಲ್ ನ್ಯಾಯಾಧೀಶರು ಹಾಗೂ ಜೆಎಂಎಫ್‌ಸಿ ನ್ಯಾಯಾಲಯ, ಕೆ.ಆರ್.ನಗರ. ಕೇಸ್ ನಂ.442/2025: [1319, 1722, 1501, 1749]
section-title: ಮೈಸೂರು ಗ್ರಾಮಾಂತರ: [1068, 23, 1316, 62]
quote-mark-icon: ❝: [946, 961, 966, 1005]
issue-date-text: 5 ಫೆಬ್ರವರಿ 2026: [215, 40, 331, 61]
story-body: [8, 2018, 276, 2421]
body-text: ಸಾಲಿಗ್ರಾಮ ತಾಲೂಕಿನ ಹರಿಯಿಂದ ಬಡಾವಣೆಯ ಹಾಲು ಉತ್ಪಾದಕರ ಸಹಕಾರ ಸಂಘದ ನೂತನ ಅಧ್ಯಕ್ಷರಾಗಿ ಜೆಡಿಎಸ್ ಬೆಂಬಲಿತ ರಾವ್ ಎಚ್.ಬಿ.ಜಯಣ್ಣ ಮತ್ತು ಉಪಾಧ್ಯಕ್ಷರಾಗಿ ಟೈಲರ್ ಚಂದ್ರು ಅವಿರೋಧವಾಗಿ ಆಯ್ಕೆಯಾದರು. ಸಂಘದ ಹಾಲಿ ಅಧ್ಯಕ್ಷ ಎಸ್.ಆರ್.ಕೃಷ್ಣಮೂರ್ತಿ, ಉಪಾಧ್ಯಕ್ಷ ವೀಣಾ ಗೌಡ ಅವರ ರಾಜೀನಾಮೆಯಿಂದ ತೆರವಾಗಿದ್ದ ಸ್ಥಾನಗಳಿಗೆ ಚುನಾವಣೆ ನಡೆಯಿತು. ನಿರ್ದೇಶಕರಾದ ಹರಿಯಾರು ಮಧುಚಂದ್ರ, ಎಚ್.ಎನ್.ಅಜಯ್, ಗಾರೆ ಕೃಷ್ಣ, ಎಚ್.ಬಿ.ಸುರೇಶ್, ಸುಧಾ, ರುದ್ರಪ್ಪ, ರಾಮೇಗೌಡ, ಮಹದೇವ ಅವರು ನೂತನ ಅಧ್ಯಕ್ಷರನ್ನು ಅಭಿನಂದಿಸಿದರು. ಗ್ರಾಮದ ಮುಖಂಡರು ಭಾಗವಹಿಸಿದ್ದರು.: [11, 842, 365, 1031]
photo-credit: ಪ್ರತಿನಿಧಿ ಫೋಟೋ: [921, 172, 931, 222]
quote-person-from: ಹಳೇಬೀಡಿ ನಿವಾಸಿ, ತಲಕಾಡು: [814, 1170, 922, 1184]
body-text: ಜನ ಚೈತನ್ಯ ಫೌಂಡೇಶನ್ ವತಿಯಿಂದ ನಗರದ ಜೆಎಲ್‌ಬಿ ರಸ್ತೆಯ ನಾದಬ್ರಹ್ಮ ಸಭಾಂಗಣದಲ್ಲಿ ಸುಗಮ ಸಂಗೀತ ಕಾರ್ಯಕ್ರಮ ಏರ್ಪಡಿಸಲಾಗಿತ್ತು. ಕಾರ್ಯಕ್ರಮದಲ್ಲಿ ಮಾತನಾಡಿದ ಕರ್ನಾಟಕ ಸುಗಮ ಸಂಗೀತ ಪರಿಷತ್ತು ಜಿಲ್ಲಾಧ್ಯಕ್ಷ ನಾಗರಾಜ್ ವಿ. ಭೈರಿ, ಸಂಗೀತವನ್ನು ಬೆಳೆಸಲು ಯುವ ಪ್ರತಿಭೆಗಳಿಗೆ ಪ್ರೋತ್ಸಾಹ ಅಗತ್ಯ. ಸುಗಮ ಸಂಗೀತ ಕನ್ನಡದ ಹೆಮ್ಮೆ. ನಿರಂತರ ಸಂಗೀತ ಕಾರ್ಯಕ್ರಮಗಳು ನಡೆಯಬೇಕು ಎಂದರು. ಕಾರ್ಯಕ್ರಮದಲ್ಲಿ ಕನ್ನಡ, ಹಿಂದಿ, ತೆಲುಗು, ತಮಿಳು, ಇಂಗ್ಲಿಷ್ ಗೀತೆಗಳನ್ನು ಪ್ರಸ್ತುತಪಡಿಸಲಾಯಿತು. ತಂಡದ ಗಾಯಕರು ಭಾಗವಹಿಸಿದ್ದರು.: [945, 147, 1224, 357]
dateline: ಪ್ರತಿನಿಧಿ ವರದಿ: [537, 185, 614, 201]
callout-quote-icon: ❝: [578, 2181, 606, 2208]
subhead-separator: [870, 698, 874, 726]
legal-signature: [1318, 2139, 1503, 2208]
issue-day: ಗುರುವಾರ: [215, 17, 271, 37]
lead-subhead-right: ಪೂರ್ಣಗೊಳಿಸಲು ಒತ್ತಾಯ: [880, 698, 1084, 725]
callout-text: ಎಸ್‌ಎಸ್‌ಎಲ್‌ಸಿಯಲ್ಲಿ ಓದುತ್ತಿರುವ ವಿದ್ಯಾರ್ಥಿಗಳು ಮುಂದಿನ ವಿದ್ಯಾಭ್ಯಾಸ ಕ್ರಮದಲ್ಲಿ ನಗರಗಳಿಗೆ ಹೋಗದೇ ನಮ್ಮ ಸರ್ಕಾರಿ ಕಾಲೇಜಿಗೆ ಸೇರುವಂತೆ ಮನವರಿಕೆ ಮಾಡಬೇಕು.: [578, 2182, 827, 2256]
divider: [1318, 1715, 1503, 1717]
headline[interactable]: ಸರ್ಕಾರಗಳಿಗೆ ರೈತರ ಕಾಳಜಿ ಇಲ್ಲ: [811, 1495, 1130, 1532]
photo-trust-children: [400, 1782, 794, 1908]
photo-police-inspection: [537, 416, 918, 585]
story-body: [537, 183, 918, 408]
quote-mark-icon: ❝: [677, 961, 698, 1005]
lost-header: ಕಳೆದಿದೆ: [1318, 1495, 1503, 1524]
photo-credit: ಪ್ರತಿನಿಧಿ ಫೋಟೋ: [1296, 1549, 1306, 1599]
column-divider: [934, 89, 936, 588]
photo-credit: ಪ್ರತಿನಿಧಿ ಫೋಟೋ: [380, 1549, 390, 1599]
